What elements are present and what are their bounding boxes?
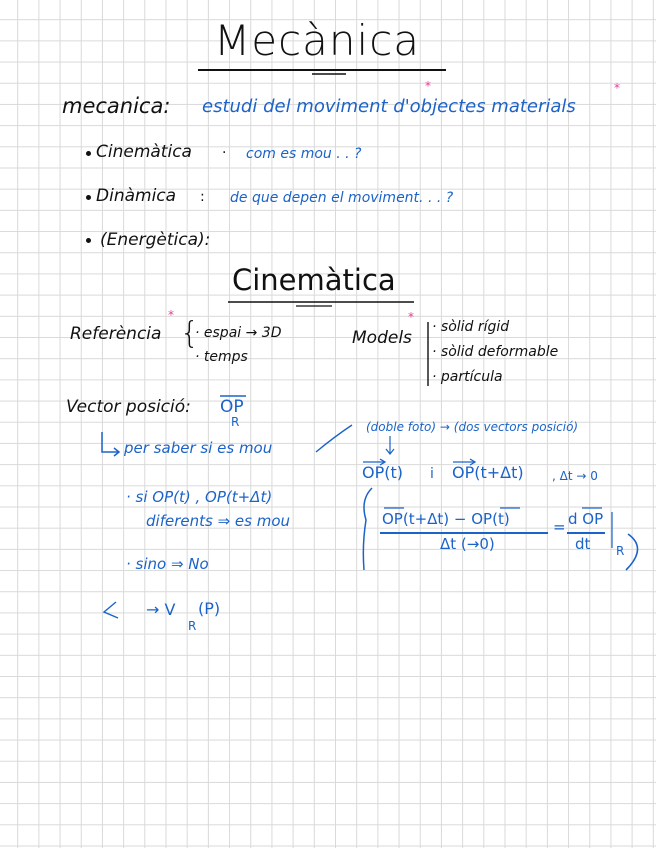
vector-label: Vector posició: [66, 397, 191, 417]
star-mark: * [614, 81, 620, 95]
velocity-subscript: R [188, 619, 197, 633]
branch-name: Cinemàtica [96, 142, 192, 162]
models-item: · sòlid deformable [432, 344, 559, 360]
page-title: Mecànica [214, 16, 421, 65]
saber-note: per saber si es mou [124, 439, 273, 457]
equals-sign: = [553, 518, 566, 536]
pair-limit: , Δt → 0 [552, 469, 598, 483]
branch-description: com es mou . . ? [246, 146, 362, 162]
definition-term: mecanica: [62, 94, 171, 118]
brace-icon: { [180, 316, 200, 351]
pair-left: OP(t) [362, 463, 403, 482]
fraction-denominator: Δt (→0) [440, 535, 495, 553]
si-result: diferents ⇒ es mou [146, 512, 291, 530]
referencia-item: · espai → 3D [195, 325, 282, 341]
branch-name: (Energètica): [100, 230, 211, 250]
velocity-symbol: → V [146, 600, 176, 619]
referencia-label: Referència [70, 324, 162, 344]
star-mark: * [408, 310, 414, 324]
branch-name: Dinàmica [96, 186, 177, 206]
doble-foto-note: (doble foto) → (dos vectors posició) [366, 420, 579, 434]
vector-subscript: R [231, 415, 240, 429]
models-item: · partícula [432, 369, 503, 385]
derivative-denominator: dt [575, 535, 591, 553]
star-mark: * [168, 308, 174, 322]
branch-separator: · [222, 145, 227, 161]
velocity-argument: (P) [198, 599, 221, 618]
star-mark: * [425, 79, 431, 93]
pair-separator: i [430, 466, 434, 482]
section-title: Cinemàtica [232, 263, 396, 297]
branch-separator: : [200, 189, 205, 205]
vector-symbol: OP [220, 397, 244, 417]
sino-note: · sino ⇒ No [126, 555, 209, 573]
derivative-subscript: R [616, 544, 625, 558]
models-label: Models [352, 328, 412, 348]
si-condition: · si OP(t) , OP(t+Δt) [126, 488, 273, 506]
pair-right: OP(t+Δt) [452, 463, 524, 482]
models-item: · sòlid rígid [432, 319, 510, 335]
referencia-item: · temps [195, 349, 248, 365]
definition-text: estudi del moviment d'objectes materials [202, 96, 576, 117]
fraction-numerator: OP(t+Δt) − OP(t) [382, 510, 510, 528]
derivative-numerator: d OP [568, 510, 604, 528]
branch-description: de que depen el moviment. . . ? [230, 190, 454, 206]
